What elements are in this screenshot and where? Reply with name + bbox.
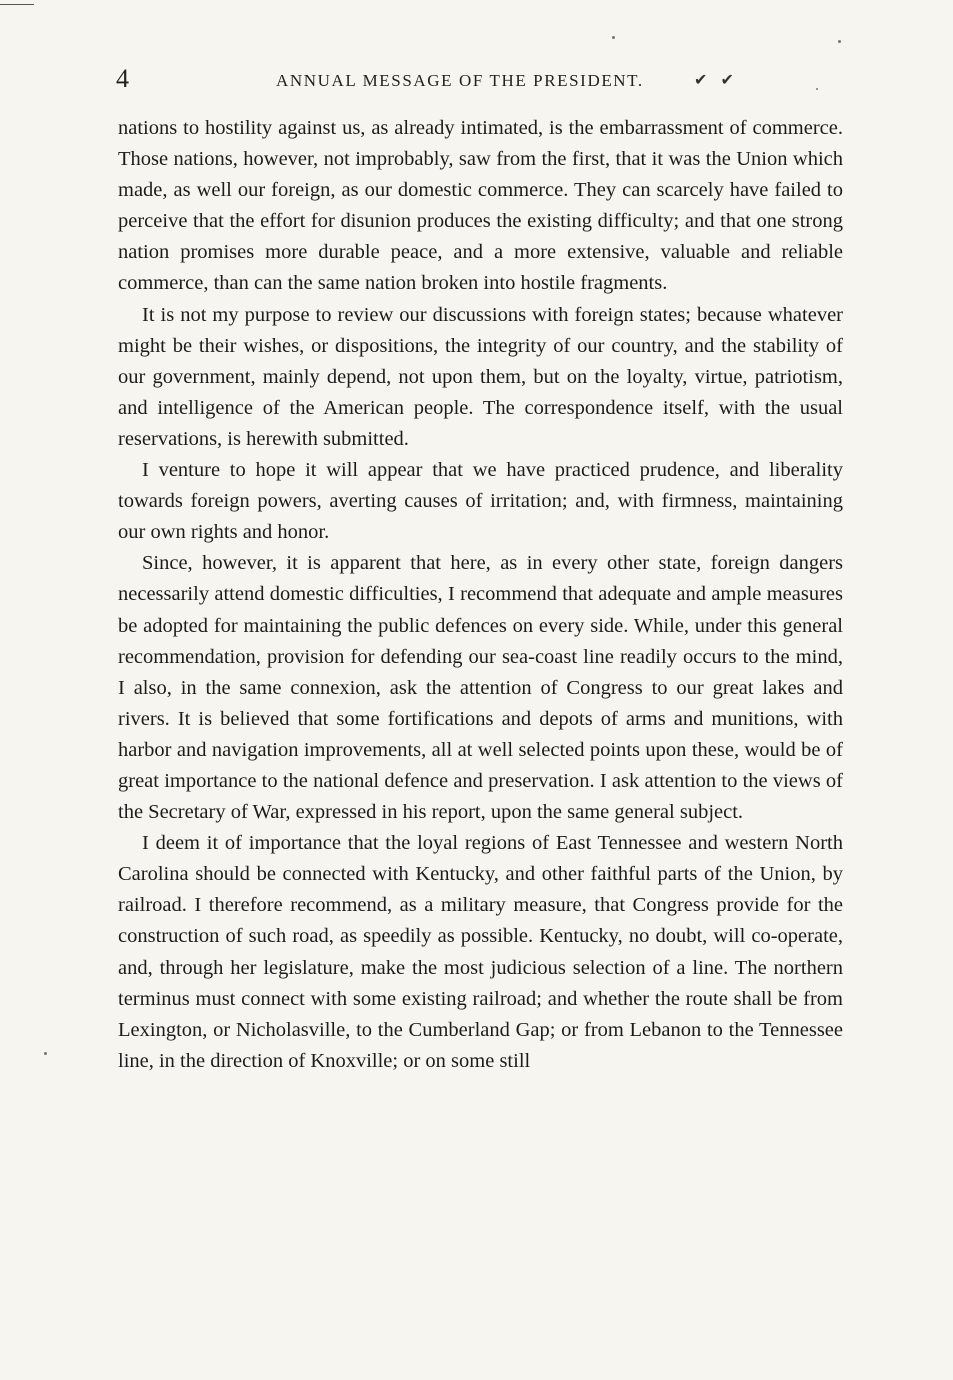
body-text	[118, 113, 843, 1077]
scan-corner-mark	[0, 4, 34, 5]
page-header	[116, 64, 776, 98]
handwritten-ink-marks: ✔ ✔	[694, 70, 738, 89]
page-number: 4	[116, 64, 129, 93]
paragraph-public-defences: Since, however, it is apparent that here, as in every other state, foreign dangers necessarily attend domestic difficulties, I recommend that adequate and ample measures be adopted for maintaining the public defences on every side. While, under this general recommendation, provision for defending our sea-coast line readily occurs to the mind, I also, in the same connexion, ask the attention of Congress to our great lakes and rivers. It is believed that some fortifications and depots of arms and munitions, with harbor and navigation improvements, all at well selected points upon these, would be of great importance to the national defence and preservation. I ask attention to the views of the Secretary of War, expressed in his report, upon the same general subject.	[118, 552, 843, 824]
paragraph-railroad: I deem it of importance that the loyal regions of East Tennessee and western North Carolina should be connected with Kentucky, and other faithful parts of the Union, by railroad. I therefore recommend, as a military measure, that Congress provide for the construction of such road, as speedily as possible. Kentucky, no doubt, will co-operate, and, through her legislature, make the most judicious selection of a line. The northern terminus must connect with some existing railroad; and whether the route shall be from Lexington, or Nicholasville, to the Cumberland Gap; or from Lebanon to the Tennessee line, in the direction of Knoxville; or on some still	[118, 832, 843, 1072]
scan-speck	[44, 1052, 47, 1055]
paragraph-foreign-discussions: It is not my purpose to review our discussions with foreign states; because whatever might be their wishes, or dispositions, the integrity of our country, and the stability of our government, mainly depend, not upon them, but on the loyalty, virtue, patriotism, and intelligence of the American people. The correspondence itself, with the usual reservations, is herewith submitted.	[118, 303, 843, 450]
running-head: ANNUAL MESSAGE OF THE PRESIDENT.	[276, 71, 644, 90]
paragraph-prudence: I venture to hope it will appear that we have practiced prudence, and liberality towards foreign powers, averting causes of irritation; and, with firmness, maintaining our own rights and honor.	[118, 459, 843, 544]
scan-speck	[838, 40, 841, 43]
scan-speck	[816, 88, 818, 90]
paragraph-continuation: nations to hostility against us, as already intimated, is the embarrassment of commerce. Those nations, however, not improbably, saw from the first, that it was the Union which made, as well our foreign, as our domestic commerce. They can scarcely have failed to perceive that the effort for disunion produces the existing difficulty; and that one strong nation promises more durable peace, and a more extensive, valuable and reliable commerce, than can the same nation broken into hostile fragments.	[118, 117, 843, 295]
scan-speck	[612, 36, 615, 39]
